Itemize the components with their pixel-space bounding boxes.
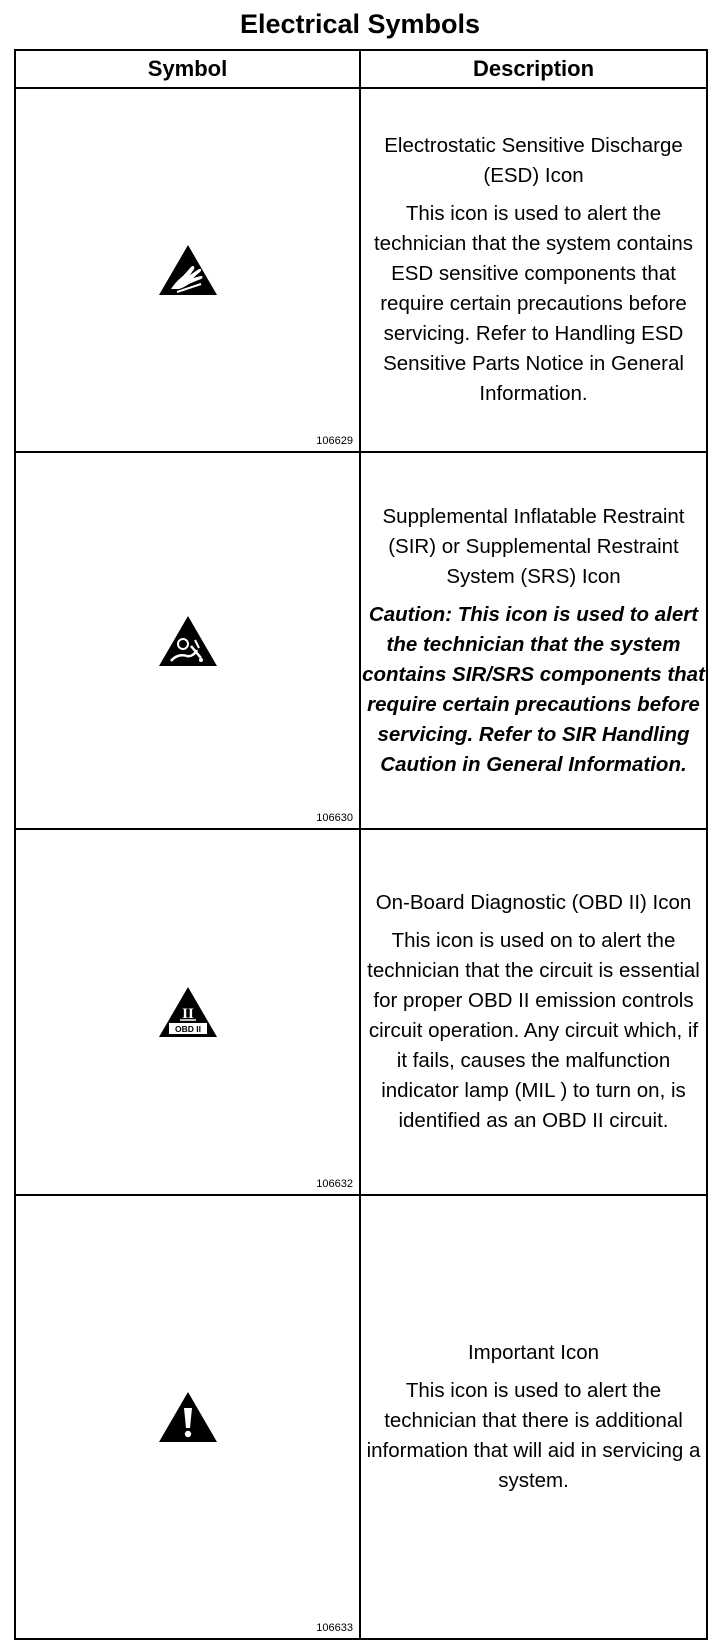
column-header-symbol: Symbol (15, 50, 360, 88)
symbol-cell (15, 452, 360, 829)
figure-number: 106633 (316, 1622, 353, 1634)
figure-number: 106629 (316, 435, 353, 447)
figure-number: 106632 (316, 1178, 353, 1190)
figure-number: 106630 (316, 812, 353, 824)
symbol-name: On-Board Diagnostic (OBD II) Icon (375, 891, 692, 914)
obd-numeral: II (181, 1006, 194, 1022)
description-cell (360, 452, 707, 829)
symbol-cell (15, 88, 360, 452)
symbol-name: Electrostatic Sensitive Discharge (ESD) Icon (384, 134, 683, 187)
exclamation-warning-icon (157, 1390, 219, 1444)
table-row (15, 452, 707, 829)
symbol-description: This icon is used on to alert the technician that the circuit is essential for proper OBD II emission controls circuit operation. Any circuit which, if it fails, causes the malfunction indicator lamp (MIL ) to turn on, is identified as an OBD II circuit. (367, 929, 700, 1132)
obd-label: OBD II (174, 1024, 201, 1034)
symbol-cell (15, 1195, 360, 1639)
table-row (15, 88, 707, 452)
symbol-name: Supplemental Inflatable Restraint (SIR) or Supplemental Restraint System (SRS) Icon (382, 504, 685, 588)
esd-hand-warning-icon (157, 243, 219, 297)
caution-text: Caution: This icon is used to alert the technician that the system contains SIR/SRS components that require certain precautions before servicing. Refer to SIR Handling Caution in General Information. (362, 602, 705, 776)
symbol-name: Important Icon (467, 1341, 600, 1364)
table-row (15, 829, 707, 1195)
symbol-description: This icon is used to alert the technician that there is additional information that will aid in servicing a system. (366, 1379, 701, 1492)
symbol-cell (15, 829, 360, 1195)
electrical-symbols-table (14, 49, 708, 1640)
table-row (15, 1195, 707, 1639)
column-header-description: Description (360, 50, 707, 88)
obd-ii-warning-icon (157, 985, 219, 1039)
description-cell (360, 88, 707, 452)
table-header-row (15, 50, 707, 88)
page-title: Electrical Symbols (239, 9, 481, 39)
sir-airbag-warning-icon (157, 614, 219, 668)
description-cell (360, 829, 707, 1195)
symbol-description: This icon is used to alert the technician that the system contains ESD sensitive components that require certain precautions before servicing. Refer to Handling ESD Sensitive Parts Notice in General Information. (373, 202, 694, 405)
description-cell (360, 1195, 707, 1639)
